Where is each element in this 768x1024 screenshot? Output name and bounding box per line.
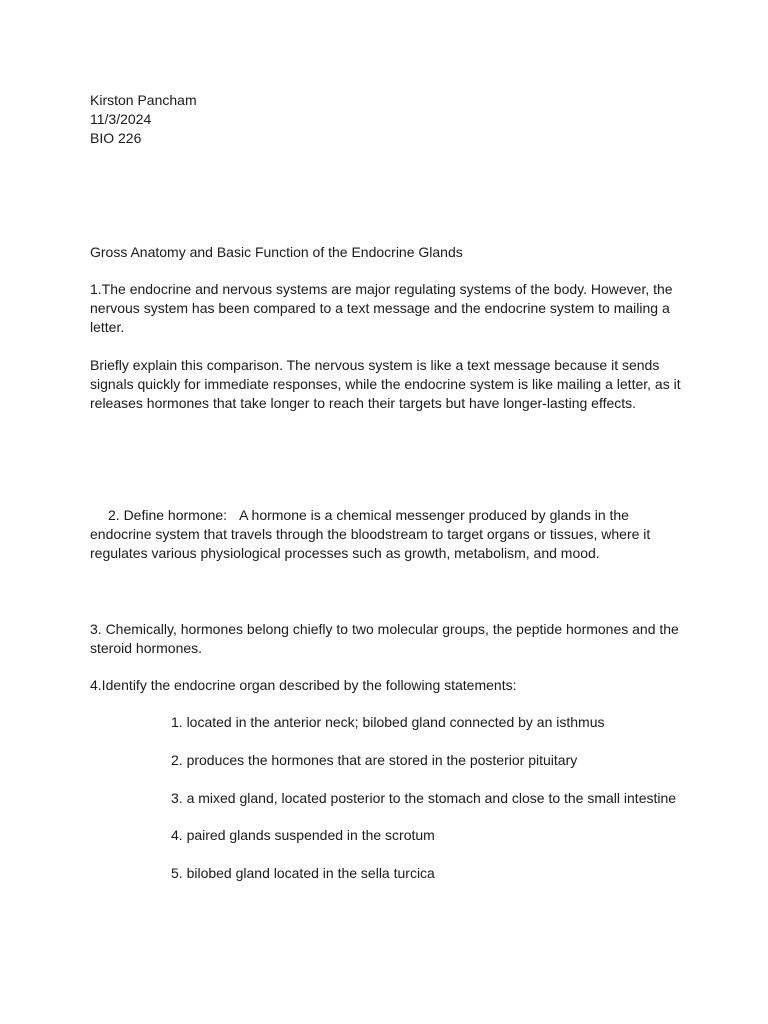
student-name: Kirston Pancham (90, 92, 197, 108)
document-title: Gross Anatomy and Basic Function of the Endocrine Glands (90, 244, 463, 260)
submission-date: 11/3/2024 (90, 111, 152, 127)
question-4-item-1: 1. located in the anterior neck; bilobed gland connected by an isthmus (171, 714, 605, 730)
course-code: BIO 226 (90, 130, 142, 146)
question-3-text: 3. Chemically, hormones belong chiefly to two molecular groups, the peptide hormones and the steroid hormones. (90, 621, 679, 656)
document-header (90, 91, 690, 148)
question-2 (90, 506, 690, 563)
question-2-answer: A hormone is a chemical messenger produced by glands in the endocrine system that travels through the bloodstream to target organs or tissues, where it regulates various physiological processes such as growth, metabolism, and mood. (90, 507, 651, 561)
question-4-prompt: 4.Identify the endocrine organ described by the following statements: (90, 677, 517, 693)
question-2-label: 2. Define hormone: (108, 507, 228, 523)
question-4-item-3: 3. a mixed gland, located posterior to the stomach and close to the small intestine (171, 790, 677, 806)
question-1-answer: Briefly explain this comparison. The nervous system is like a text message because it sends signals quickly for immediate responses, while the endocrine system is like mailing a letter, as it releases hormones that take longer to reach their targets but have longer-lasting effects. (90, 357, 681, 411)
question-4-item-5: 5. bilobed gland located in the sella turcica (171, 865, 435, 881)
question-4-item-4: 4. paired glands suspended in the scrotum (171, 827, 435, 843)
question-4-item-2: 2. produces the hormones that are stored in the posterior pituitary (171, 752, 578, 768)
question-1-text: 1.The endocrine and nervous systems are major regulating systems of the body. However, the nervous system has been compared to a text message and the endocrine system to mailing a letter. (90, 281, 673, 335)
